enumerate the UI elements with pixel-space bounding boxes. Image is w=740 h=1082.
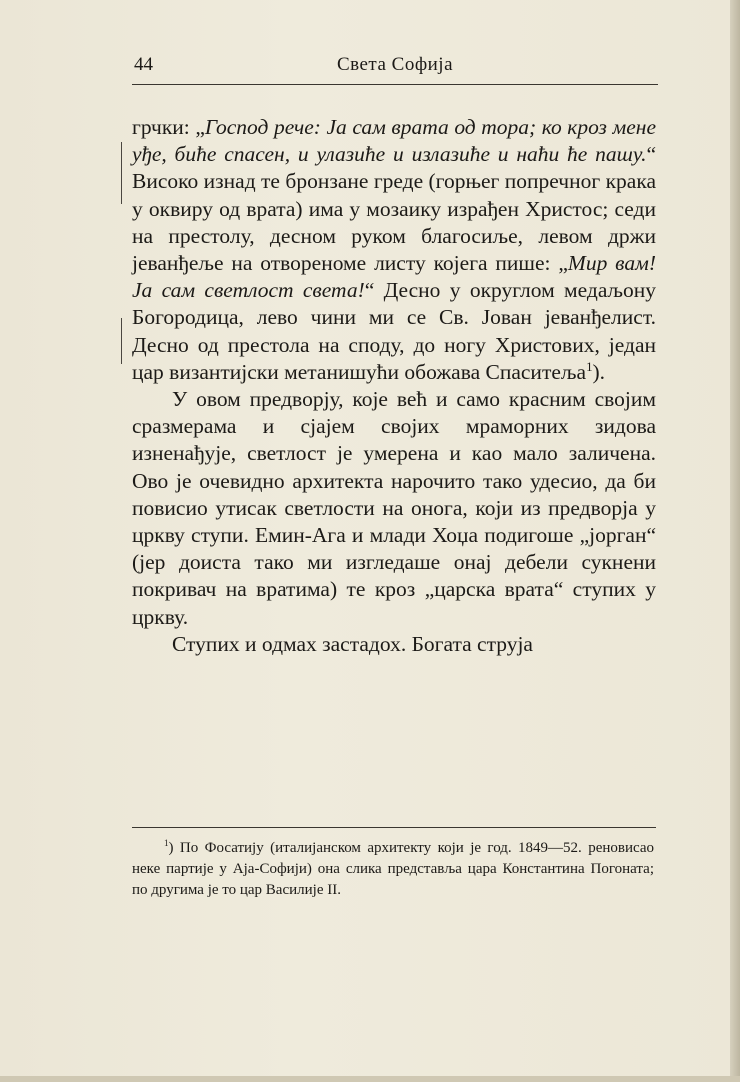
margin-pencil-mark — [121, 142, 122, 204]
footnote-marker: 1 — [164, 838, 169, 848]
page-bottom-edge — [0, 1076, 740, 1082]
page-edge-shadow — [730, 0, 740, 1082]
footnote-divider — [132, 827, 656, 828]
footnote — [132, 838, 654, 901]
text-run: “ Десно у округлом медаљону Богородица, лево чини ми се Св. Јован јеванђелист. Десно од престола на споду, до ногу Христових, један цар византијски метанишући обожава Спаситеља — [132, 278, 656, 384]
footnote-text: ) По Фосатију (италијанском архитекту који је год. 1849—52. реновисао неке партије у Аја-Софији) она слика представља цара Константина Погоната; по другима је то цар Василије II. — [132, 840, 654, 898]
footnote-paragraph — [132, 838, 654, 901]
text-run: грчки: „ — [132, 115, 205, 139]
paragraph-1 — [132, 114, 656, 386]
italic-quote: Господ рече: Ја сам врата од тора; ко кроз мене уђе, биће спасен, и улазиће и излазиће и наћи ће пашу. — [132, 115, 656, 167]
page-number: 44 — [134, 54, 153, 75]
margin-pencil-mark — [121, 318, 122, 364]
paragraph-2: У овом предворју, које већ и само красним својим сразмерама и сјајем својих мраморних зидова изненађује, светлост је умерена и као мало заличена. Ово је очевидно архитекта нарочито тако удесио, да би повисио утисак светлости на онога, који из предворја у цркву ступи. Емин-Ага и млади Хоџа подигоше „јорган“ (јер доиста тако ми изгледаше онај дебели сукнени покривач на вратима) те кроз „царска врата“ ступих у цркву. — [132, 387, 656, 629]
text-run: ). — [592, 359, 606, 384]
paragraph-3: Ступих и одмах застадох. Богата струја — [172, 631, 533, 656]
text-run: “ Високо изнад те бронзане греде (горњег попречног крака у оквиру од врата) има у мозаику израђен Христос; седи на престолу, десном руком благосиље, левом држи јеванђеље на отвореноме листу којега пише: „ — [132, 142, 656, 276]
body-text — [132, 114, 656, 658]
italic-quote: Мир вам! Ја сам светлост света! — [132, 251, 656, 303]
footnote-reference: 1 — [586, 359, 593, 374]
running-title: Света Софија — [336, 54, 454, 75]
page-header — [132, 50, 658, 85]
